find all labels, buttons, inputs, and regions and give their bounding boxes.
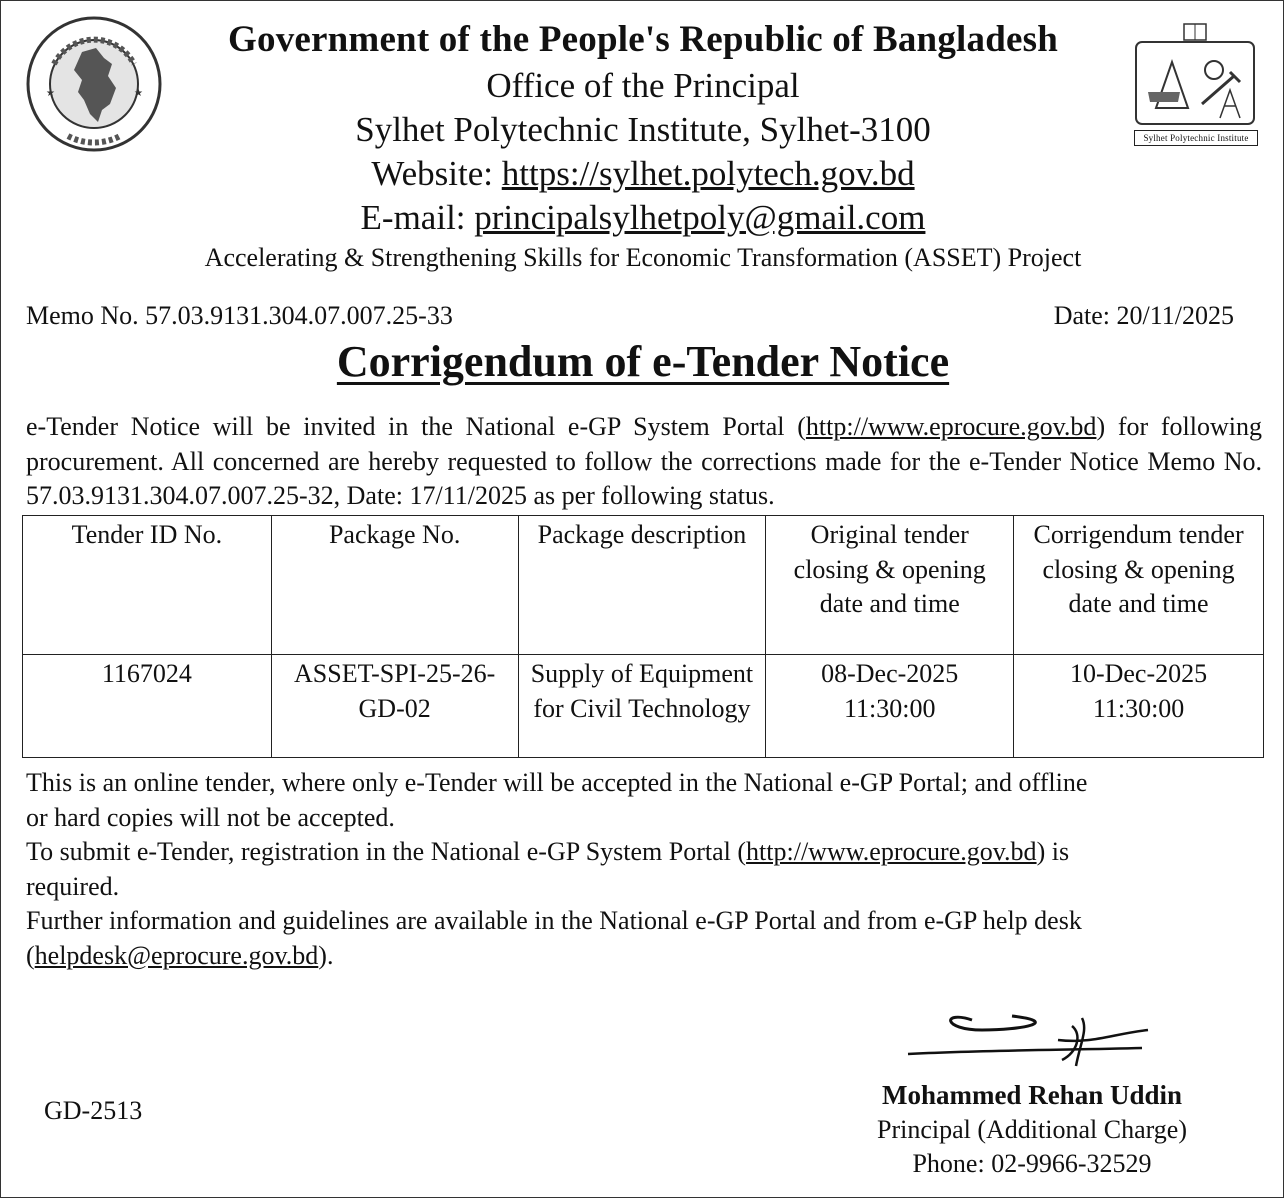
- intro-text-start: e-Tender Notice will be invited in the National e-GP System Portal (: [26, 412, 806, 441]
- table-header-row: [23, 516, 1264, 655]
- col-header-package-description: Package description: [518, 516, 766, 655]
- memo-date: Date: 20/11/2025: [1053, 301, 1234, 330]
- email-line: [0, 198, 1286, 238]
- signatory-title: Principal (Additional Charge): [876, 1114, 1187, 1144]
- notice-title: [0, 336, 1286, 387]
- col-header-tender-id: Tender ID No.: [23, 516, 272, 655]
- helpdesk-email-link[interactable]: helpdesk@eprocure.gov.bd: [34, 940, 319, 970]
- cell-package-no: ASSET-SPI-25-26-GD-02: [271, 655, 518, 758]
- online-note-line1: This is an online tender, where only e-Tender will be accepted in the National e-GP Portal; and offline: [26, 768, 1088, 797]
- tender-table: [22, 515, 1264, 758]
- registration-note-line2: required.: [26, 871, 120, 901]
- notes-section: [26, 766, 1262, 973]
- registration-text-end: ) is: [1036, 837, 1070, 866]
- handwritten-signature: [902, 1000, 1162, 1075]
- corrigendum-date: 10-Dec-2025: [1069, 659, 1208, 688]
- signatory-block: [842, 1078, 1222, 1182]
- email-label: E-mail:: [360, 198, 475, 237]
- intro-paragraph: [26, 410, 1262, 514]
- cell-tender-id: 1167024: [23, 655, 272, 758]
- col-header-original-date: Original tender closing & opening date and time: [766, 516, 1014, 655]
- col-header-corrigendum-date: Corrigendum tender closing & opening date and time: [1014, 516, 1264, 655]
- website-label: Website:: [371, 154, 502, 193]
- registration-note: [26, 835, 1262, 870]
- svg-text:★: ★: [134, 88, 143, 99]
- registration-text-start: To submit e-Tender, registration in the National e-GP System Portal (: [26, 837, 747, 866]
- registration-link[interactable]: http://www.eprocure.gov.bd: [746, 837, 1037, 866]
- cell-corrigendum-datetime: [1014, 655, 1264, 758]
- memo-number: Memo No. 57.03.9131.304.07.007.25-33: [26, 301, 453, 330]
- col-header-package-no: Package No.: [271, 516, 518, 655]
- office-title: Office of the Principal: [486, 66, 800, 105]
- cell-original-datetime: [766, 655, 1014, 758]
- original-time: 11:30:00: [843, 693, 936, 723]
- project-name: Accelerating & Strengthening Skills for Economic Transformation (ASSET) Project: [204, 243, 1082, 272]
- original-date: 08-Dec-2025: [821, 659, 959, 688]
- corrigendum-time: 11:30:00: [1092, 693, 1185, 723]
- website-link[interactable]: https://sylhet.polytech.gov.bd: [501, 154, 915, 193]
- info-close-paren: ).: [318, 940, 334, 970]
- website-line: [0, 154, 1286, 194]
- info-note-line1: Further information and guidelines are available in the National e-GP Portal and from e-GP help desk: [26, 906, 1082, 935]
- info-note-line2: [26, 939, 1262, 974]
- info-open-paren: (: [26, 940, 35, 970]
- table-row: [23, 655, 1264, 758]
- svg-text:★: ★: [46, 88, 55, 99]
- online-note-line2: or hard copies will not be accepted.: [26, 802, 395, 832]
- notice-title-text: Corrigendum of e-Tender Notice: [336, 337, 950, 386]
- signatory-phone: Phone: 02-9966-32529: [912, 1149, 1152, 1178]
- email-link[interactable]: principalsylhetpoly@gmail.com: [474, 198, 926, 237]
- institute-logo-caption: Sylhet Polytechnic Institute: [1134, 130, 1258, 146]
- eprocure-link[interactable]: http://www.eprocure.gov.bd: [805, 412, 1097, 441]
- intro-text-end: ) for following procurement. All concerned are hereby requested to follow the corrections made for the e-Tender Notice Memo No. 57.03.9131.304.07.007.25-32, Date: 17/11/2025 as per following status.: [26, 412, 1262, 510]
- institute-address: Sylhet Polytechnic Institute, Sylhet-3100: [355, 110, 931, 149]
- cell-description: Supply of Equipment for Civil Technology: [518, 655, 766, 758]
- government-title: Government of the People's Republic of Bangladesh: [228, 19, 1058, 60]
- gd-number: GD-2513: [44, 1096, 143, 1125]
- signatory-name: Mohammed Rehan Uddin: [881, 1080, 1183, 1110]
